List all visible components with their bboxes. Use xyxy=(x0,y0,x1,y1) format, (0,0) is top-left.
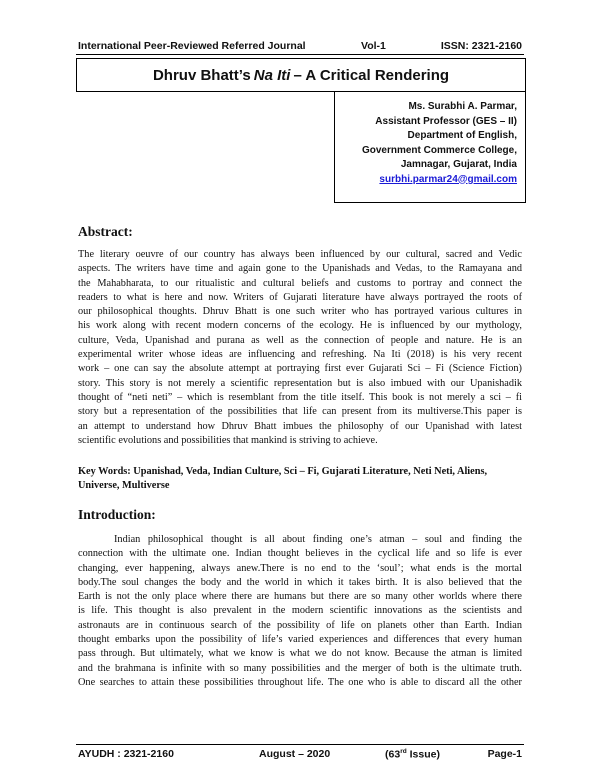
text-line: readers to what is here and now. Writers of Gujarati literature have always portrayed the roots of xyxy=(78,291,522,303)
text-line: Earth is not the only place where there are humans but there are so many other worlds where there xyxy=(78,591,522,603)
introduction-heading: Introduction: xyxy=(78,507,156,522)
title-prefix: Dhruv Bhatt’s xyxy=(152,66,251,84)
text-line: the Mahabharata, to our ritualistic and cultural beliefs and customs to portray and connect the xyxy=(78,277,522,289)
text-line: story. This story is not merely a scientific representation but is also imbued with our Upanishadik xyxy=(78,377,522,389)
keywords xyxy=(78,465,522,494)
text-line: pass through. But ultimately, what we know is what we do not know. Because the atman is limited xyxy=(78,648,522,660)
author-city: Jamnagar, Gujarat, India xyxy=(400,159,517,170)
footer-divider xyxy=(76,744,524,745)
text-line: aspects. The writers have time and again gone to the Upanishads and Vedas, to the Ramayana and xyxy=(78,263,522,275)
author-block xyxy=(334,91,526,203)
text-line: astronauts are in continuous search of the possibility of life on planets other than Earth. Indian xyxy=(78,619,522,631)
title-suffix: – A Critical Rendering xyxy=(293,66,450,84)
text-line: body.The soul changes the body and the world in which it takes birth. It is also believed that the xyxy=(78,576,522,588)
running-header xyxy=(78,40,522,54)
keywords-line-1: Key Words: Upanishad, Veda, Indian Culture, Sci – Fi, Gujarati Literature, Neti Neti, Aliens, xyxy=(78,466,488,477)
text-line: culture, Veda, Upanishad and purana as well as the connection of people and nature. He is an xyxy=(78,334,522,346)
text-line: One searches to attain these possibilities throughout life. The one who is able to discard all the other xyxy=(78,676,522,688)
footer-issue: (63rd Issue) xyxy=(385,748,440,761)
text-line: an attempt to understand how Dhruv Bhatt imbues the philosophy of our Upanishad with latest xyxy=(78,420,522,432)
text-line: work – one can say the absolute attempt at portraying first ever Gujarati Sci – Fi (Science Fiction) xyxy=(78,363,522,375)
text-line: is life. This thought is also prevalent in the modern scientific innovations as the scientists and xyxy=(78,605,522,617)
title-work: Na Iti xyxy=(253,66,291,84)
text-line: and the brahmana is infinite with so many possibilities and the merger of both is the ultimate truth. xyxy=(78,662,522,674)
paper-title xyxy=(76,58,526,92)
text-line: connection with the ultimate one. Indian thought believes in the cyclical life and so life is ever xyxy=(78,548,522,560)
volume-label: Vol-1 xyxy=(361,40,386,52)
text-line: experimental writer whose ideas are influencing and refreshing. Na Iti (2018) is his very recent xyxy=(78,349,522,361)
journal-name: International Peer-Reviewed Referred Journal xyxy=(78,40,306,52)
abstract-body xyxy=(78,248,522,448)
text-line: thought of “neti neti” – which is resemblant from the title itself. This book is not merely a sci – fi xyxy=(78,391,522,403)
text-line: thought embarks upon the possibility of life’s varied experiences and differences that every human xyxy=(78,634,522,646)
abstract-heading: Abstract: xyxy=(78,224,133,239)
text-line: his work along with recent modern concerns of the ecology. He is influenced by our mythology, xyxy=(78,320,522,332)
introduction-body xyxy=(78,533,522,690)
keywords-line-2: Universe, Multiverse xyxy=(78,480,170,492)
text-line: The literary oeuvre of our country has always been influenced by our cultural, sacred and Vedic xyxy=(78,249,522,260)
footer-date: August – 2020 xyxy=(259,748,331,760)
author-college: Government Commerce College, xyxy=(361,144,517,156)
author-name: Ms. Surabhi A. Parmar, xyxy=(408,101,517,112)
author-position: Assistant Professor (GES – II) xyxy=(375,115,517,127)
text-line: scientific evolutions and possibilities that mankind is striving to achieve. xyxy=(78,434,378,446)
author-department: Department of English, xyxy=(407,130,517,141)
text-line: our philosophical thoughts. Dhruv Bhatt is one such writer who has portrayed various cultures in xyxy=(78,306,522,318)
header-divider xyxy=(76,54,524,55)
page-number: Page-1 xyxy=(487,748,522,760)
text-line: changing, ever happening, always anew.There is no end to the ‘soul’; what ends is the mortal xyxy=(78,562,522,574)
text-line: story but a representation of the possibilities that life can present from its multiverse.This paper is xyxy=(78,406,522,418)
running-footer xyxy=(78,748,522,764)
author-email-link[interactable]: surbhi.parmar24@gmail.com xyxy=(379,173,517,185)
footer-issn: AYUDH : 2321-2160 xyxy=(78,748,174,760)
text-line: Indian philosophical thought is all about finding one’s atman – soul and finding the xyxy=(114,534,522,545)
issn-label: ISSN: 2321-2160 xyxy=(440,40,522,52)
